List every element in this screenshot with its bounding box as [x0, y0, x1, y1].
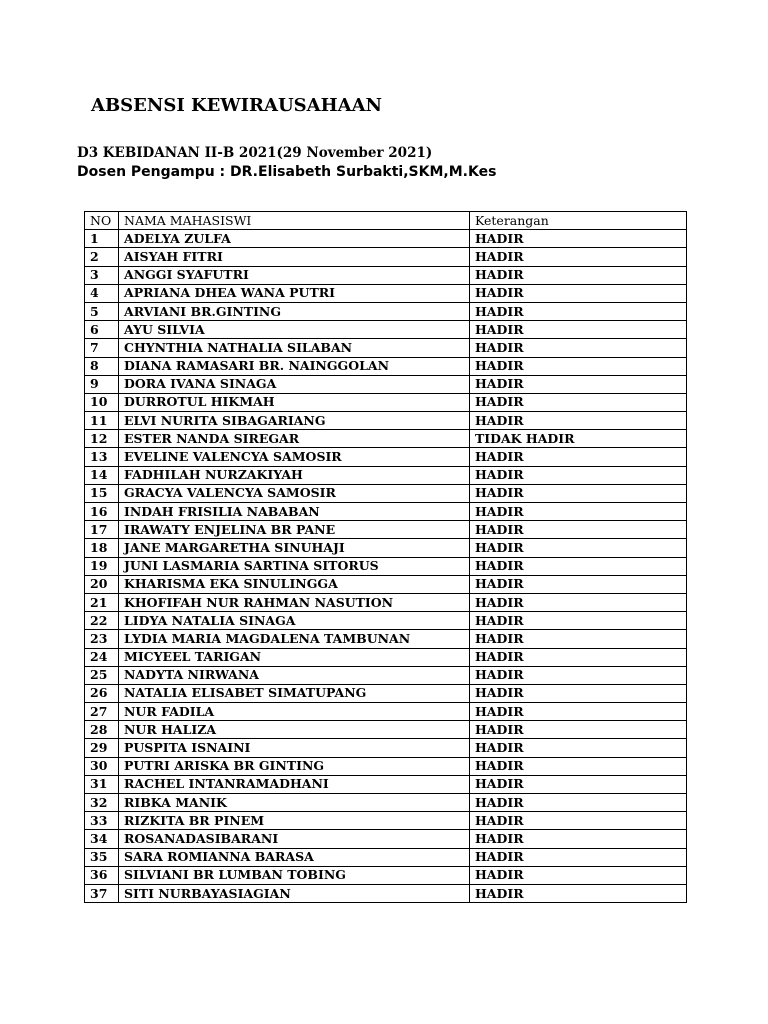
- table-row: [85, 230, 687, 248]
- row-number: 3: [85, 266, 119, 284]
- attendance-status: HADIR: [470, 794, 687, 812]
- document-title: ABSENSI KEWIRAUSAHAAN: [91, 95, 383, 116]
- row-number: 9: [85, 375, 119, 393]
- attendance-status: HADIR: [470, 302, 687, 320]
- table-row: [85, 539, 687, 557]
- table-row: [85, 794, 687, 812]
- table-row: [85, 302, 687, 320]
- attendance-status: HADIR: [470, 339, 687, 357]
- table-row: [85, 812, 687, 830]
- row-number: 2: [85, 248, 119, 266]
- row-number: 25: [85, 666, 119, 684]
- student-name: NADYTA NIRWANA: [119, 666, 470, 684]
- attendance-status: HADIR: [470, 484, 687, 502]
- row-number: 16: [85, 503, 119, 521]
- student-name: AISYAH FITRI: [119, 248, 470, 266]
- table-row: [85, 630, 687, 648]
- student-name: AYU SILVIA: [119, 321, 470, 339]
- student-name: JUNI LASMARIA SARTINA SITORUS: [119, 557, 470, 575]
- attendance-status: HADIR: [470, 830, 687, 848]
- attendance-status: HADIR: [470, 539, 687, 557]
- row-number: 32: [85, 794, 119, 812]
- row-number: 33: [85, 812, 119, 830]
- student-name: EVELINE VALENCYA SAMOSIR: [119, 448, 470, 466]
- table-row: [85, 666, 687, 684]
- attendance-status: HADIR: [470, 612, 687, 630]
- table-row: [85, 721, 687, 739]
- row-number: 30: [85, 757, 119, 775]
- row-number: 37: [85, 884, 119, 902]
- student-name: DIANA RAMASARI BR. NAINGGOLAN: [119, 357, 470, 375]
- student-name: RACHEL INTANRAMADHANI: [119, 775, 470, 793]
- attendance-table: [84, 211, 687, 903]
- attendance-status: HADIR: [470, 866, 687, 884]
- attendance-status: HADIR: [470, 703, 687, 721]
- table-row: [85, 521, 687, 539]
- row-number: 6: [85, 321, 119, 339]
- student-name: DURROTUL HIKMAH: [119, 393, 470, 411]
- student-name: JANE MARGARETHA SINUHAJI: [119, 539, 470, 557]
- student-name: RIZKITA BR PINEM: [119, 812, 470, 830]
- student-name: LIDYA NATALIA SINAGA: [119, 612, 470, 630]
- row-number: 35: [85, 848, 119, 866]
- row-number: 29: [85, 739, 119, 757]
- attendance-status: HADIR: [470, 521, 687, 539]
- student-name: ADELYA ZULFA: [119, 230, 470, 248]
- table-row: [85, 757, 687, 775]
- row-number: 8: [85, 357, 119, 375]
- row-number: 27: [85, 703, 119, 721]
- attendance-status: HADIR: [470, 848, 687, 866]
- attendance-status: TIDAK HADIR: [470, 430, 687, 448]
- table-body: [85, 230, 687, 903]
- row-number: 19: [85, 557, 119, 575]
- row-number: 17: [85, 521, 119, 539]
- row-number: 12: [85, 430, 119, 448]
- attendance-status: HADIR: [470, 812, 687, 830]
- student-name: ESTER NANDA SIREGAR: [119, 430, 470, 448]
- row-number: 28: [85, 721, 119, 739]
- attendance-status: HADIR: [470, 666, 687, 684]
- attendance-status: HADIR: [470, 466, 687, 484]
- student-name: IRAWATY ENJELINA BR PANE: [119, 521, 470, 539]
- student-name: APRIANA DHEA WANA PUTRI: [119, 284, 470, 302]
- table-row: [85, 339, 687, 357]
- row-number: 5: [85, 302, 119, 320]
- table-header-row: [85, 212, 687, 230]
- student-name: SITI NURBAYASIAGIAN: [119, 884, 470, 902]
- lecturer-line: Dosen Pengampu : DR.Elisabeth Surbakti,SKM,M.Kes: [77, 164, 497, 180]
- table-row: [85, 884, 687, 902]
- table-row: [85, 321, 687, 339]
- row-number: 18: [85, 539, 119, 557]
- attendance-status: HADIR: [470, 375, 687, 393]
- student-name: LYDIA MARIA MAGDALENA TAMBUNAN: [119, 630, 470, 648]
- table-row: [85, 739, 687, 757]
- table-row: [85, 612, 687, 630]
- table-row: [85, 775, 687, 793]
- row-number: 21: [85, 593, 119, 611]
- table-row: [85, 593, 687, 611]
- student-name: NATALIA ELISABET SIMATUPANG: [119, 684, 470, 702]
- table-row: [85, 448, 687, 466]
- row-number: 24: [85, 648, 119, 666]
- table-row: [85, 284, 687, 302]
- attendance-status: HADIR: [470, 393, 687, 411]
- student-name: PUTRI ARISKA BR GINTING: [119, 757, 470, 775]
- table-row: [85, 575, 687, 593]
- student-name: PUSPITA ISNAINI: [119, 739, 470, 757]
- student-name: ANGGI SYAFUTRI: [119, 266, 470, 284]
- table-row: [85, 848, 687, 866]
- table-row: [85, 466, 687, 484]
- row-number: 13: [85, 448, 119, 466]
- attendance-status: HADIR: [470, 448, 687, 466]
- student-name: INDAH FRISILIA NABABAN: [119, 503, 470, 521]
- table-row: [85, 357, 687, 375]
- attendance-status: HADIR: [470, 630, 687, 648]
- row-number: 31: [85, 775, 119, 793]
- student-name: KHARISMA EKA SINULINGGA: [119, 575, 470, 593]
- student-name: SILVIANI BR LUMBAN TOBING: [119, 866, 470, 884]
- student-name: SARA ROMIANNA BARASA: [119, 848, 470, 866]
- attendance-status: HADIR: [470, 739, 687, 757]
- row-number: 11: [85, 412, 119, 430]
- table-row: [85, 266, 687, 284]
- table-row: [85, 684, 687, 702]
- table-row: [85, 412, 687, 430]
- row-number: 7: [85, 339, 119, 357]
- row-number: 22: [85, 612, 119, 630]
- student-name: FADHILAH NURZAKIYAH: [119, 466, 470, 484]
- attendance-status: HADIR: [470, 266, 687, 284]
- attendance-status: HADIR: [470, 357, 687, 375]
- class-date-subtitle: D3 KEBIDANAN II-B 2021(29 November 2021): [77, 145, 433, 161]
- student-name: CHYNTHIA NATHALIA SILABAN: [119, 339, 470, 357]
- student-name: ARVIANI BR.GINTING: [119, 302, 470, 320]
- table-row: [85, 703, 687, 721]
- student-name: RIBKA MANIK: [119, 794, 470, 812]
- table-row: [85, 248, 687, 266]
- header-status: Keterangan: [470, 212, 687, 230]
- student-name: NUR HALIZA: [119, 721, 470, 739]
- attendance-status: HADIR: [470, 230, 687, 248]
- row-number: 14: [85, 466, 119, 484]
- row-number: 10: [85, 393, 119, 411]
- row-number: 15: [85, 484, 119, 502]
- student-name: KHOFIFAH NUR RAHMAN NASUTION: [119, 593, 470, 611]
- table-row: [85, 484, 687, 502]
- table-row: [85, 503, 687, 521]
- student-name: ROSANADASIBARANI: [119, 830, 470, 848]
- table-row: [85, 830, 687, 848]
- table-row: [85, 375, 687, 393]
- header-no: NO: [85, 212, 119, 230]
- attendance-status: HADIR: [470, 412, 687, 430]
- row-number: 20: [85, 575, 119, 593]
- header-name: NAMA MAHASISWI: [119, 212, 470, 230]
- attendance-status: HADIR: [470, 721, 687, 739]
- attendance-status: HADIR: [470, 557, 687, 575]
- attendance-status: HADIR: [470, 321, 687, 339]
- row-number: 36: [85, 866, 119, 884]
- attendance-status: HADIR: [470, 593, 687, 611]
- attendance-status: HADIR: [470, 884, 687, 902]
- table-row: [85, 648, 687, 666]
- student-name: ELVI NURITA SIBAGARIANG: [119, 412, 470, 430]
- row-number: 34: [85, 830, 119, 848]
- table-row: [85, 557, 687, 575]
- student-name: MICYEEL TARIGAN: [119, 648, 470, 666]
- table-row: [85, 866, 687, 884]
- attendance-status: HADIR: [470, 684, 687, 702]
- student-name: GRACYA VALENCYA SAMOSIR: [119, 484, 470, 502]
- student-name: NUR FADILA: [119, 703, 470, 721]
- attendance-status: HADIR: [470, 503, 687, 521]
- student-name: DORA IVANA SINAGA: [119, 375, 470, 393]
- row-number: 4: [85, 284, 119, 302]
- attendance-status: HADIR: [470, 775, 687, 793]
- row-number: 1: [85, 230, 119, 248]
- attendance-status: HADIR: [470, 248, 687, 266]
- attendance-status: HADIR: [470, 575, 687, 593]
- attendance-status: HADIR: [470, 648, 687, 666]
- attendance-status: HADIR: [470, 284, 687, 302]
- table-row: [85, 393, 687, 411]
- row-number: 26: [85, 684, 119, 702]
- table-row: [85, 430, 687, 448]
- row-number: 23: [85, 630, 119, 648]
- attendance-status: HADIR: [470, 757, 687, 775]
